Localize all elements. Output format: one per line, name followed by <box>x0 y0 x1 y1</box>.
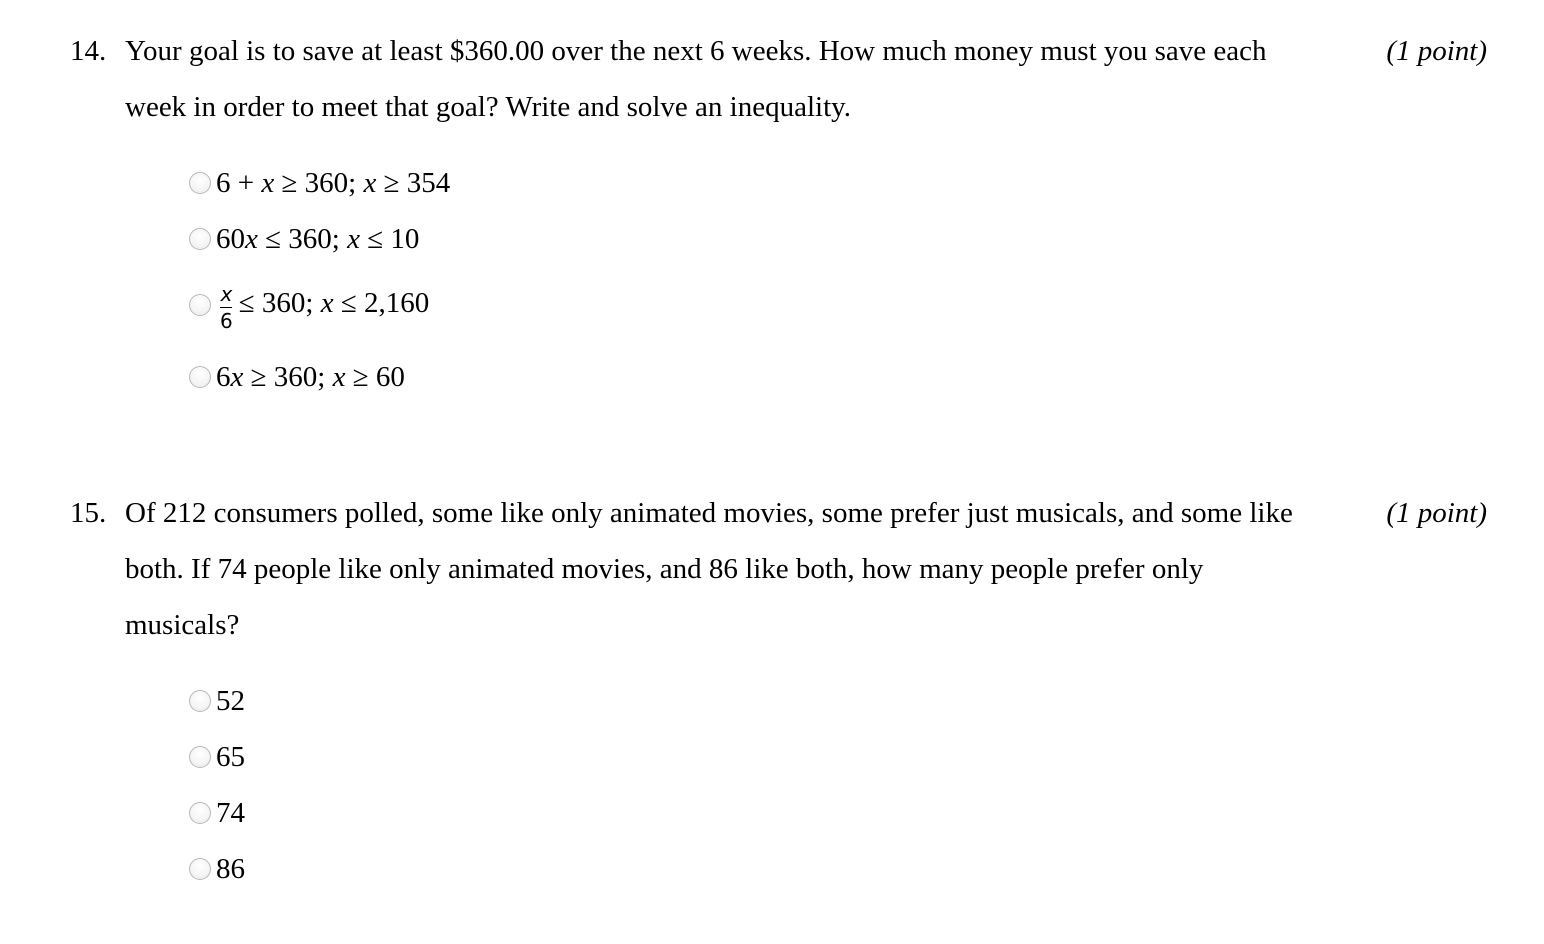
choice-label: $\frac{x}{6}$ ≤ 360; x ≤ 2,160 <box>220 281 430 333</box>
answer-choice-q15-d[interactable] <box>189 849 245 889</box>
radio-button-icon[interactable] <box>189 690 211 712</box>
answer-choice-q14-d[interactable] <box>189 357 405 397</box>
answer-choice-q14-c[interactable] <box>189 281 430 333</box>
radio-button-icon[interactable] <box>189 228 211 250</box>
radio-button-icon[interactable] <box>189 746 211 768</box>
fraction: $\frac{x}{6}$ <box>220 281 233 333</box>
question-number: 14. <box>70 35 107 67</box>
choice-label: 52 <box>216 685 245 717</box>
radio-button-icon[interactable] <box>189 172 211 194</box>
choice-label: 74 <box>216 797 245 829</box>
choice-label: 60x ≤ 360; x ≤ 10 <box>216 223 420 255</box>
answer-choice-q15-b[interactable] <box>189 737 245 777</box>
question-text: Your goal is to save at least $360.00 over the next 6 weeks. How much money must you save each week in order to meet that goal? Write and solve an inequality. <box>125 35 1267 123</box>
choice-label: 6 + x ≥ 360; x ≥ 354 <box>216 167 451 199</box>
choice-label: 6x ≥ 360; x ≥ 60 <box>216 361 405 393</box>
answer-choice-q14-b[interactable] <box>189 219 419 259</box>
answer-choice-q14-a[interactable] <box>189 163 450 203</box>
question-points: (1 point) <box>1386 497 1487 529</box>
answer-choice-q15-c[interactable] <box>189 793 245 833</box>
radio-button-icon[interactable] <box>189 802 211 824</box>
question-number: 15. <box>70 497 107 529</box>
choice-label: 65 <box>216 741 245 773</box>
question-points: (1 point) <box>1386 35 1487 67</box>
radio-button-icon[interactable] <box>189 858 211 880</box>
choice-label: 86 <box>216 853 245 885</box>
radio-button-icon[interactable] <box>189 294 211 316</box>
question-text: Of 212 consumers polled, some like only animated movies, some prefer just musicals, and some like both. If 74 people like only animated movies, and 86 like both, how many people prefer only musicals? <box>125 497 1293 641</box>
answer-choice-q15-a[interactable] <box>189 681 245 721</box>
radio-button-icon[interactable] <box>189 366 211 388</box>
